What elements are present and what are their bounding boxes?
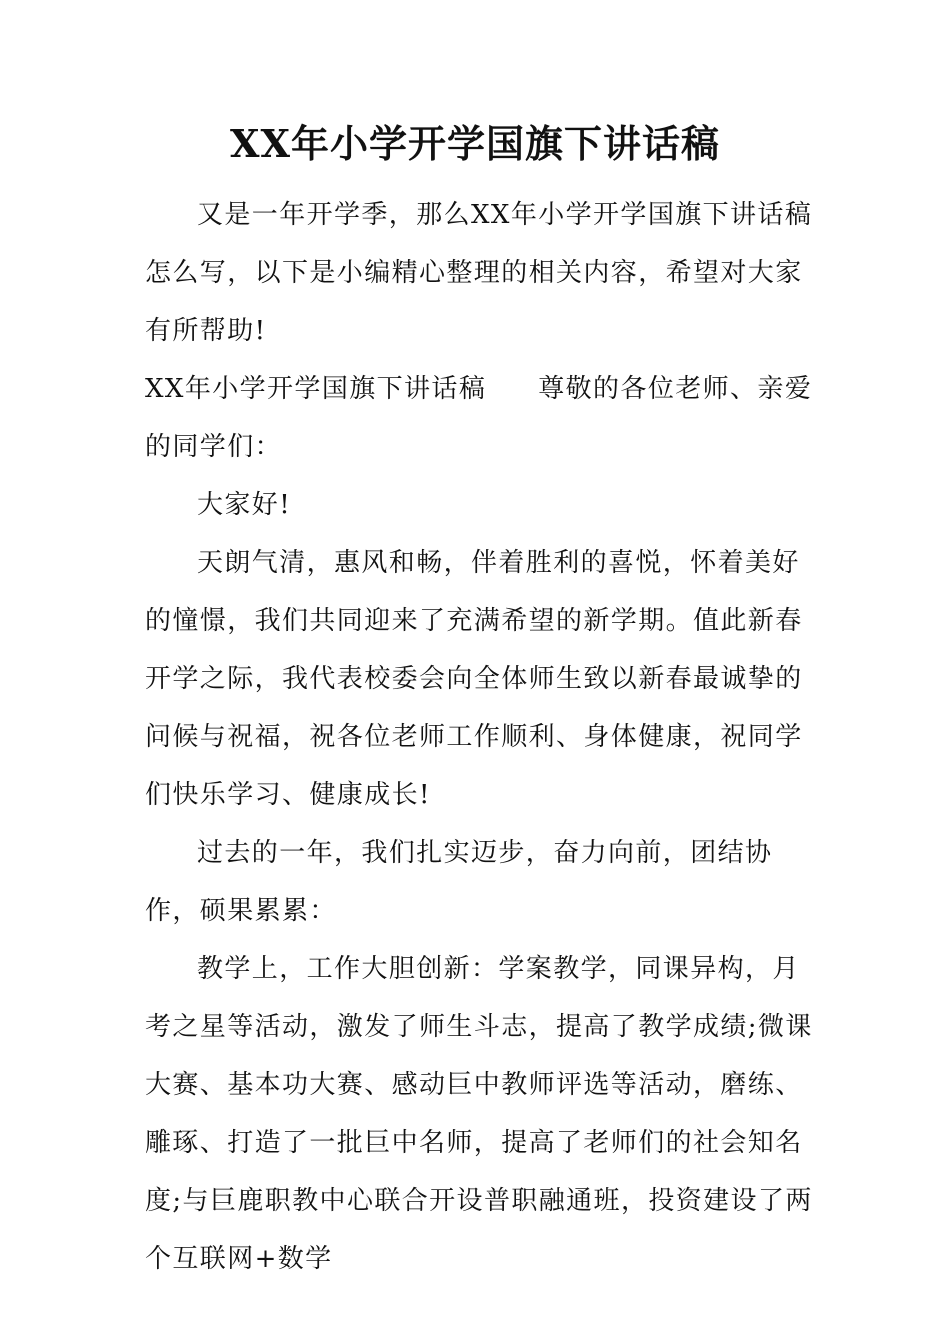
speech-heading-line [145, 360, 825, 476]
salutation: 尊敬的各位老师、亲爱的同学们： [145, 374, 813, 462]
body-paragraph: 天朗气清，惠风和畅，伴着胜利的喜悦，怀着美好的憧憬，我们共同迎来了充满希望的新学期。值此新春开学之际，我代表校委会向全体师生致以新春最诚挚的问候与祝福，祝各位老师工作顺利、身体健康，祝同学们快乐学习、健康成长! [145, 548, 803, 810]
document-body [145, 186, 825, 1288]
body-paragraph: 过去的一年，我们扎实迈步，奋力向前，团结协作，硕果累累： [145, 838, 773, 926]
greeting-paragraph: 大家好! [197, 490, 292, 520]
speech-heading: XX年小学开学国旗下讲话稿 [145, 374, 487, 404]
intro-paragraph: 又是一年开学季，那么XX年小学开学国旗下讲话稿怎么写，以下是小编精心整理的相关内容，希望对大家有所帮助! [145, 200, 813, 346]
body-paragraph: 教学上，工作大胆创新：学案教学，同课异构，月考之星等活动，激发了师生斗志，提高了教学成绩;微课大赛、基本功大赛、感动巨中教师评选等活动，磨练、雕琢、打造了一批巨中名师，提高了老师们的社会知名度;与巨鹿职教中心联合开设普职融通班，投资建设了两个互联网+数学 [145, 954, 813, 1274]
document-title: XX年小学开学国旗下讲话稿 [230, 121, 720, 166]
